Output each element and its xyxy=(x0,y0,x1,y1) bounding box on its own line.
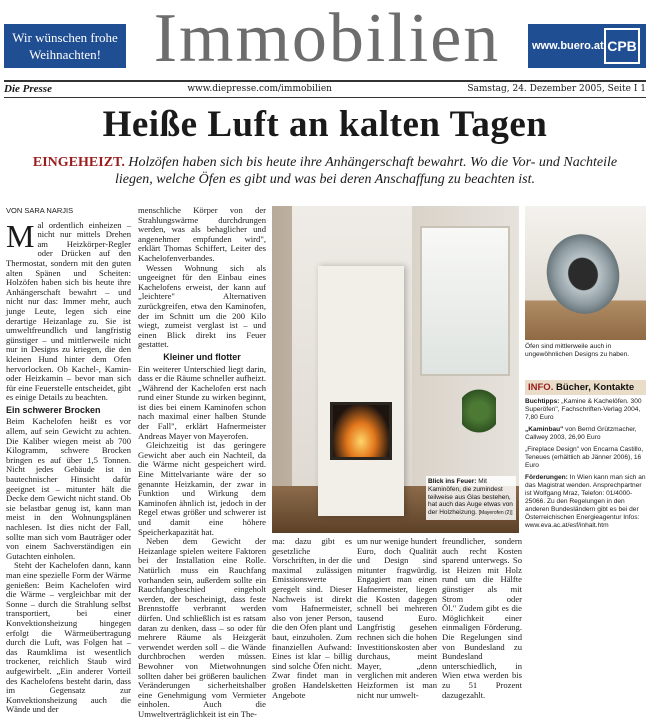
drop-cap: M xyxy=(6,217,35,254)
info-box xyxy=(525,380,646,534)
paragraph: Mal ordentlich einheizen – nicht nur mittels Drehen am Heizkörper-Regler oder Drücken auf den Thermostat, sondern mit den guten alten Spänen und Scheiten: Holzöfen haben sich bis heute ihre Anhängerschaft bewahrt – und nicht nur das: Immer mehr, auch junge Leute, legen sich eine derartige Heizanlage zu. Sie ist umweltfreundlich und langfristig günstiger – und mittlerweile nicht nur in Designs zu kriegen, die den kleinen Hund hinter dem Ofen hervorlocken. Ob Kachel-, Kamin-oder Heizkamin – bevor man sich für eine Feuerstelle entscheidet, gibt es einige Details zu beachten. xyxy=(6,217,131,403)
info-bar xyxy=(4,82,646,96)
column-4 xyxy=(357,536,437,700)
paragraph: freundlicher, sondern auch recht Kosten sparend unterwegs. So ist Heizen mit Holz rund um die Hälfte günstiger als mit Strom oder Öl." Zudem gibt es die Möglichkeit einer einmaligen Förderung. Die Regelungen sind von Bundesland zu Bundesland unterschiedlich, in Wien etwa werden bis zu 51 Prozent dazugezahlt. xyxy=(442,536,522,700)
author-byline: VON SARA NARJIS xyxy=(6,206,74,215)
dateline: Samstag, 24. Dezember 2005, Seite I 1 xyxy=(467,84,646,94)
column-1 xyxy=(6,206,131,715)
cpb-logo: CPB xyxy=(604,28,640,64)
paragraph: menschliche Körper von der Strahlungswärme durchdrungen werden, was als behaglicher und angenehmer empfunden wird", erklärt Thomas Schiffert, Leiter des Kachelofenverbandes. xyxy=(138,205,266,263)
subheading: Ein schwerer Brocken xyxy=(6,404,101,415)
photo-fire xyxy=(330,402,392,460)
newspaper-brand: Die Presse xyxy=(4,83,52,95)
info-label: INFO. xyxy=(528,382,554,393)
column-2 xyxy=(138,205,266,719)
deck-text: Holzöfen haben sich bis heute ihre Anhängerschaft bewahrt. Wo die Vor- und Nachteile liegen, welche Öfen es gibt und was bei deren Anschaffung zu beachten ist. xyxy=(115,155,618,187)
drum-stove xyxy=(538,226,628,322)
paragraph: um nur wenige hundert Euro, doch Qualität und Design sind mitunter fragwürdig. Engagiert man einen Hafnermeister, liegen die Kosten dagegen schnell bei mehreren tausend Euro. Langfristig gesehen rechnen sich die hohen Investitionskosten aber durchaus, meint Mayer, „denn verglichen mit anderen Heizformen ist man nicht nur umwelt- xyxy=(357,536,437,700)
section-masthead: Immobilien xyxy=(153,0,501,77)
info-item: „Fireplace Design" von Encarna Castillo, Teneues (erhältlich ab Jänner 2006), 16 Euro xyxy=(525,446,644,469)
drum-stove-photo xyxy=(525,206,646,340)
info-item: Förderungen: In Wien kann man sich an das Magistrat wenden. Ansprechpartner ist Wolfgang Mraz, Telefon: 01/4000-25066. Zu den Regelungen in den anderen Bundesländern gibt es bei der Österreichischen Energieagentur Infos: www.eva.ac.at/esf/inhalt.htm xyxy=(525,474,646,529)
info-item: Buchtipps: „Kamine & Kachelöfen. 300 Superöfen", Fachschriften-Verlag 2004, 7,80 Euro xyxy=(525,398,642,421)
caption-lead: Blick ins Feuer: xyxy=(428,478,477,485)
info-header xyxy=(525,380,646,395)
info-item: „Kaminbau" von Bernd Grützmacher, Callwey 2003, 26,90 Euro xyxy=(525,426,637,441)
photo-stove xyxy=(318,266,404,516)
paragraph: Gleichzeitig ist das geringere Gewicht aber auch ein Nachteil, da die Wärme nicht gespeichert wird. Eine Mittelvariante wäre der so genannte Heizkamin, der zwar in Funktion und Wirkung dem Kaminofen ähnlich ist, jedoch in der Regel etwas größer und schwerer ist und damit eine höhere Speicherkapazität hat. xyxy=(138,440,266,537)
info-title: Bücher, Kontakte xyxy=(555,382,635,393)
paragraph: Steht der Kachelofen dann, kann man eine spezielle Form der Wärme genießen: Beim Kachelofen wird die Wärme – vergleichbar mit der Sonne – durch die Strahlung selbst transportiert, bei einer Konvektionsheizung hingegen erfolgt die Wärmeübertragung durch die Luft, was Folgen hat – das Raumklima ist wesentlich trockener, reichlich Staub wird aufgewirbelt. „Ein anderer Vorteil des Kachelofens besteht darin, dass im Gegensatz zur Konvektionsheizung auch die Wände und der xyxy=(6,560,131,715)
kicker: EINGEHEIZT. xyxy=(32,155,125,170)
ad-url[interactable]: www.buero.at xyxy=(532,40,604,52)
column-5 xyxy=(442,536,522,700)
photo-credit: [Mayerofen (2)] xyxy=(478,510,513,517)
article-deck xyxy=(30,154,620,188)
paragraph: Ein weiterer Unterschied liegt darin, dass er die Räume schneller aufheizt. „Während der Kachelofen erst nach rund einer Stunde zu wirken beginnt, ist dies bei einem Kaminofen schon nach maximal einer halben Stunde der Fall", erklärt Hafnermeister Andreas Mayer von Mayerofen. xyxy=(138,363,266,441)
paragraph: ma: dazu gibt es gesetzliche Vorschriften, in der die maximal zulässigen Emissionswerte geregelt sind. Dieser Nachweis ist direkt vom Hafnermeister, also von jener Person, die den Ofen plant und baut, einzuholen. Zum finanziellen Aufwand: Eines ist klar – billig sind solche Öfen nicht. Zwar findet man in großen Handelsketten Angebote xyxy=(272,536,352,700)
section-url[interactable]: www.diepresse.com/immobilien xyxy=(187,84,332,94)
subheading: Kleiner und flotter xyxy=(163,351,241,362)
paragraph: Neben dem Gewicht der Heizanlage spielen weitere Faktoren bei der Installation eine Rolle. Natürlich muss ein Rauchfang vorhanden sein, außerdem sollte ein Rauchfangbeschied eingeholt werden, der bescheinigt, dass feste Brennstoffe verbrannt werden dürfen. Und schließlich ist es ratsam daran zu denken, dass – so oder für mehrere Räume als Heizgerät verwendet werden soll – die Wände durchbrochen werden müssen. Bewohner von Mietwohnungen sollten daher bei größeren baulichen Veränderungen sicherheitshalber eine Genehmigung vom Vermieter einholen. Auch die Umweltverträglichkeit ist ein The- xyxy=(138,536,266,719)
side-photo-caption: Öfen sind mittlerweile auch in ungewöhnlichen Designs zu haben. xyxy=(525,343,630,358)
christmas-greeting-ad: Wir wünschen frohe Weihnachten! xyxy=(4,24,126,68)
info-body xyxy=(525,395,646,530)
column-3 xyxy=(272,536,352,700)
photo-caption xyxy=(426,476,516,520)
photo-window xyxy=(420,226,510,376)
photo-plant xyxy=(462,386,496,436)
cpb-ad[interactable] xyxy=(528,24,646,68)
paragraph: Beim Kachelofen heißt es vor allem, auf sein Gewicht zu achten. Die Kaliber wiegen meist ab 700 Kilogramm, schwere Brocken bringen es auf über 1,5 Tonnen. Nicht jedes Gebäude ist in bautechnischer Hinsicht dafür geeignet ist – mitunter hält die Decke dem Gewicht nicht stand. Ob sie belastbar genug ist, kann man meist in den Wohnungsplänen nachlesen. Ist dies nicht der Fall, sollte man sich vom Bauträger oder von einem Sachverständigen ein Gutachten einholen. xyxy=(6,416,131,561)
article-headline: Heiße Luft an kalten Tagen xyxy=(102,104,548,145)
paragraph: Wessen Wohnung sich als ungeeignet für den Einbau eines Kachelofens erweist, der kann auf „leichtere" Alternativen zurückgreifen, etwa den Kaminofen, der im Schnitt um die 200 Kilo wiegt, zumeist verglast ist – und einen Blick direkt ins Feuer gestattet. xyxy=(138,262,266,350)
caption-text: Mit Kaminöfen, die zumindest teilweise aus Glas bestehen, hat auch das Auge etwas von der Holzheizung. xyxy=(428,478,513,517)
bottom-rule xyxy=(4,97,646,98)
